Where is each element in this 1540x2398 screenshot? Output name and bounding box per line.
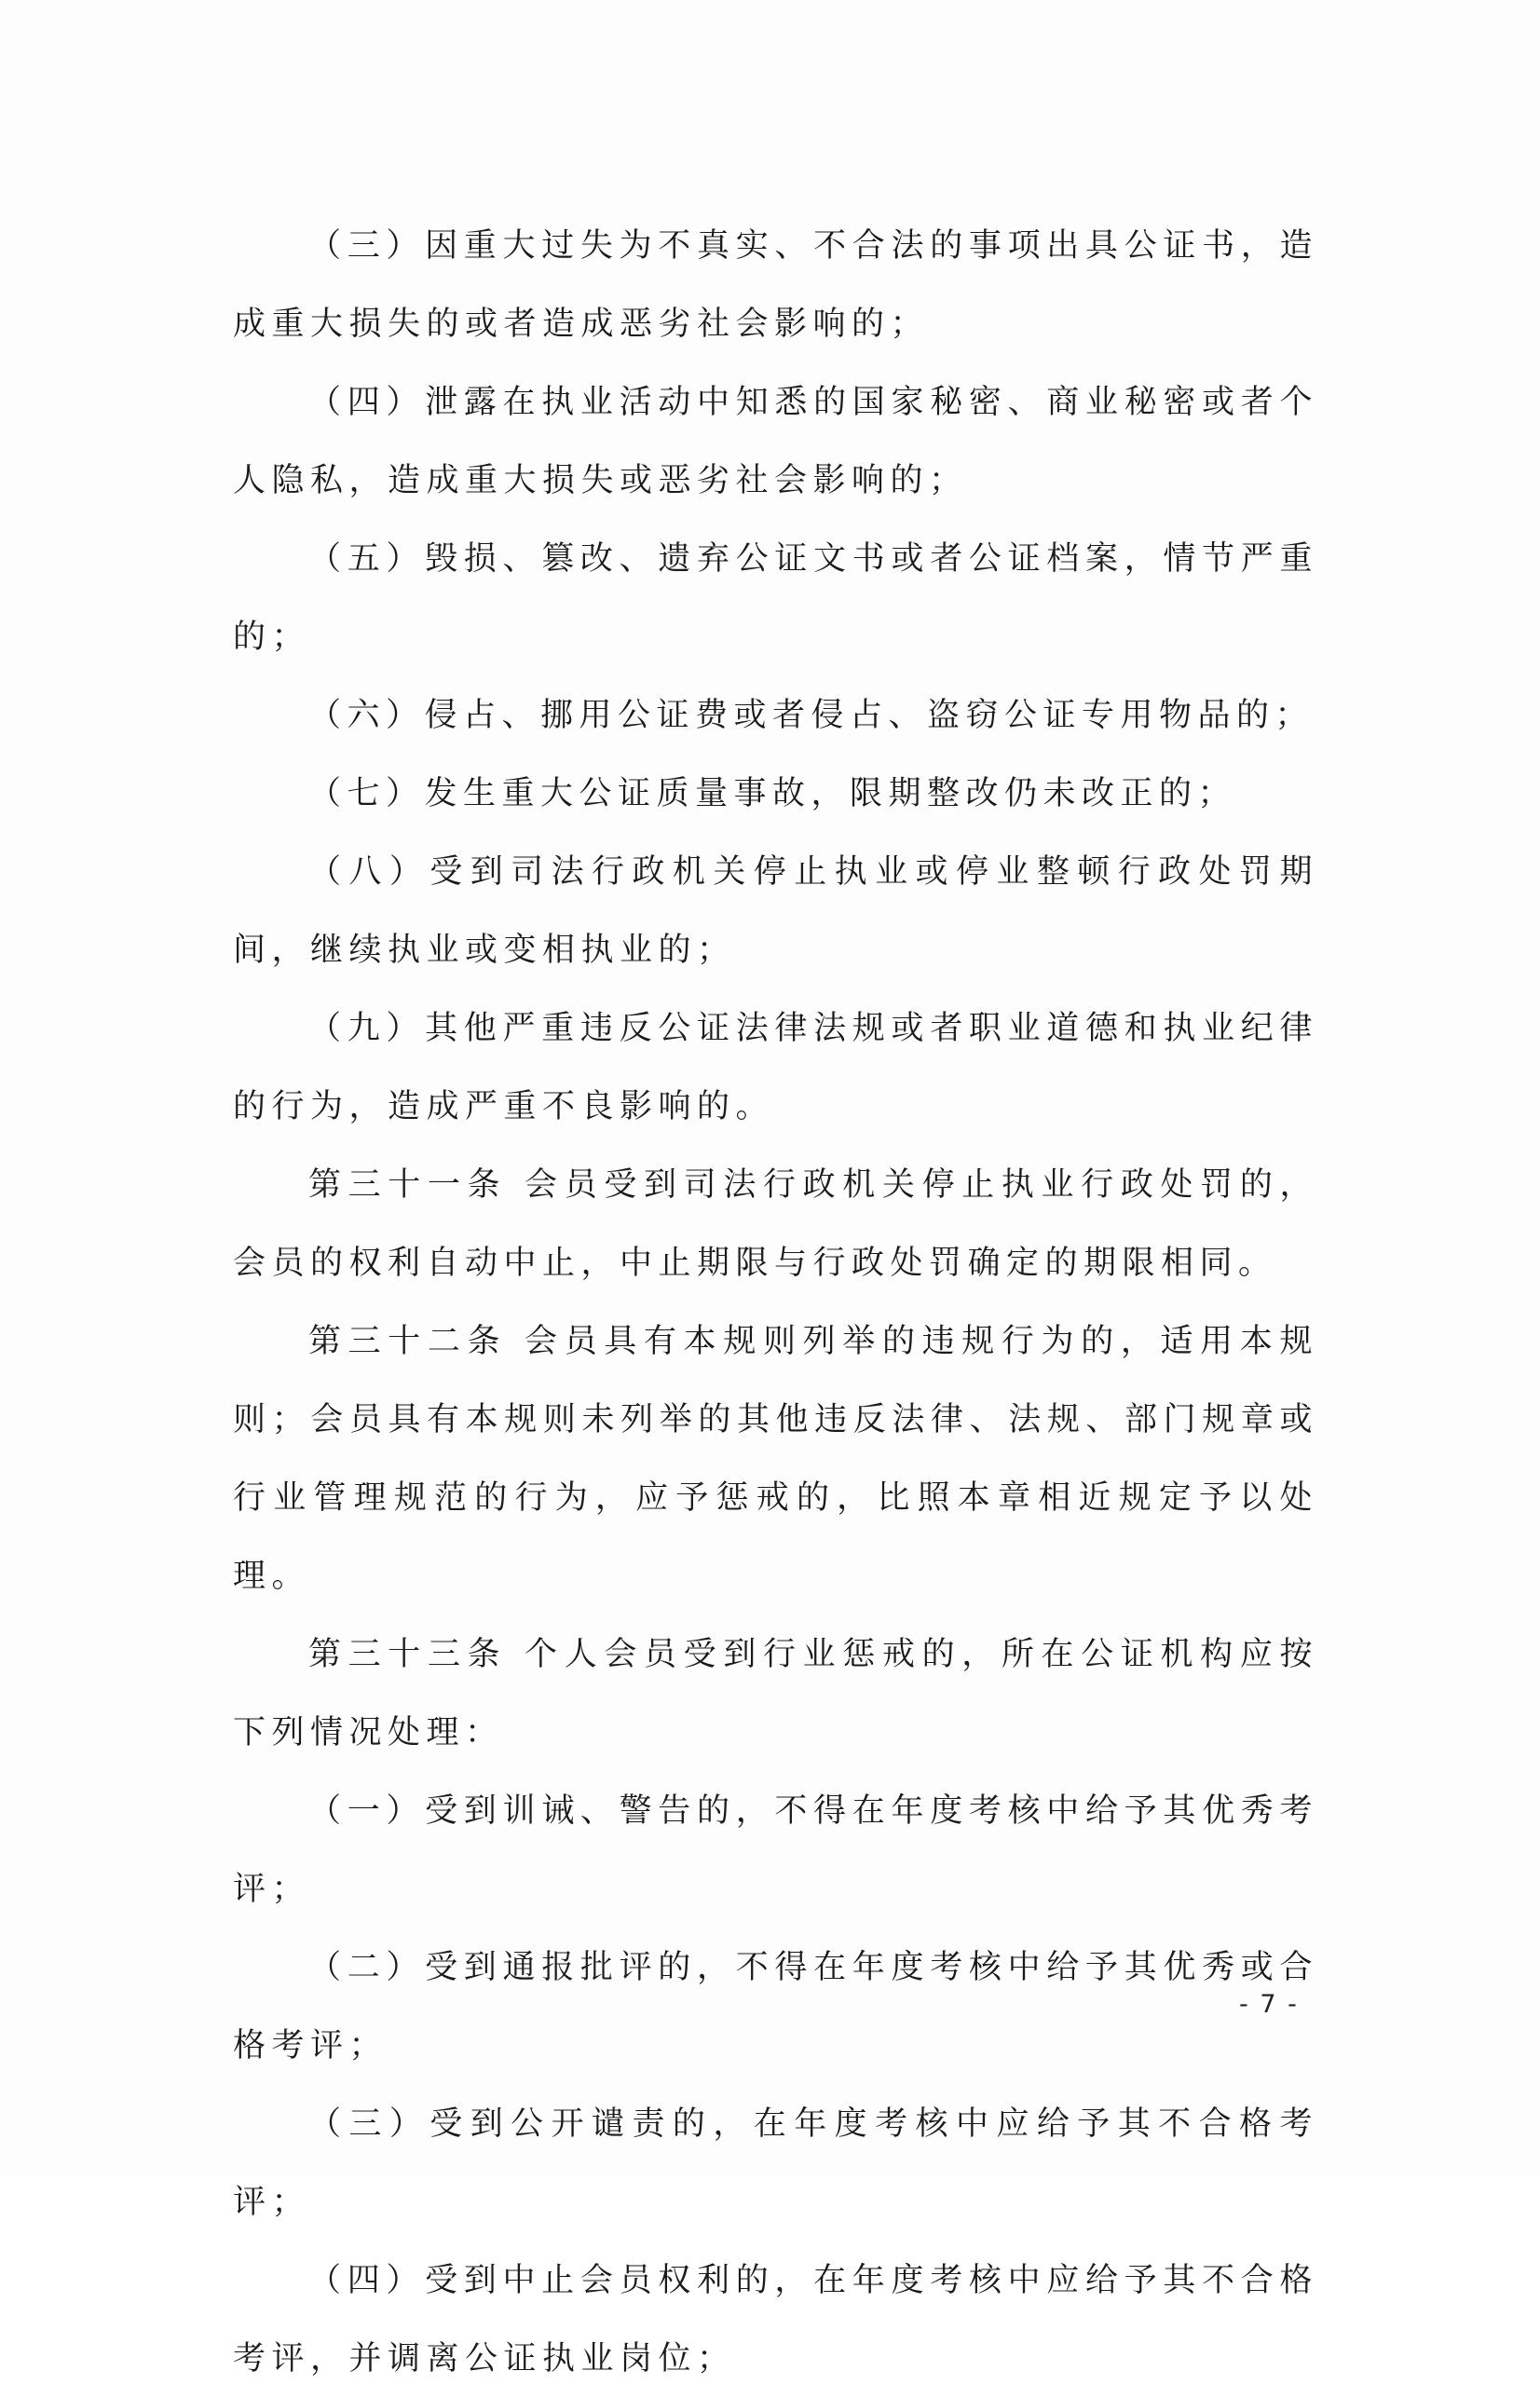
paragraph-item-8: （八）受到司法行政机关停止执业或停业整顿行政处罚期间，继续执业或变相执业的； (233, 853, 1318, 969)
article-32: 第三十二条 会员具有本规则列举的违规行为的，适用本规则；会员具有本规则未列举的其他违反法律、法规、部门规章或行业管理规范的行为，应予惩戒的，比照本章相近规定予以处理。 (233, 1323, 1318, 1595)
paragraph-item-9: （九）其他严重违反公证法律法规或者职业道德和执业纪律的行为，造成严重不良影响的。 (233, 1010, 1318, 1125)
paragraph-item-6: （六）侵占、挪用公证费或者侵占、盗窃公证专用物品的； (308, 697, 1315, 734)
paragraph-item-4: （四）泄露在执业活动中知悉的国家秘密、商业秘密或者个人隐私，造成重大损失或恶劣社会影响的； (233, 384, 1318, 499)
article-31: 第三十一条 会员受到司法行政机关停止执业行政处罚的，会员的权利自动中止，中止期限与行政处罚确定的期限相同。 (233, 1166, 1318, 1282)
paragraph-item-3: （三）因重大过失为不真实、不合法的事项出具公证书，造成重大损失的或者造成恶劣社会影响的； (233, 227, 1318, 343)
article-33-item-4: （四）受到中止会员权利的，在年度考核中应给予其不合格考评，并调离公证执业岗位； (233, 2262, 1318, 2378)
article-33-item-1: （一）受到训诫、警告的，不得在年度考核中给予其优秀考评； (233, 1792, 1318, 1908)
article-33: 第三十三条 个人会员受到行业惩戒的，所在公证机构应按下列情况处理： (233, 1636, 1318, 1751)
document-body (233, 207, 1318, 2398)
article-33-item-2: （二）受到通报批评的，不得在年度考核中给予其优秀或合格考评； (233, 1949, 1318, 2064)
paragraph-item-7: （七）发生重大公证质量事故，限期整改仍未改正的； (308, 775, 1237, 812)
page-number: - 7 - (1239, 1990, 1299, 2019)
article-33-item-3: （三）受到公开谴责的，在年度考核中应给予其不合格考评； (233, 2105, 1318, 2221)
paragraph-item-5: （五）毁损、篡改、遗弃公证文书或者公证档案，情节严重的； (233, 540, 1318, 656)
